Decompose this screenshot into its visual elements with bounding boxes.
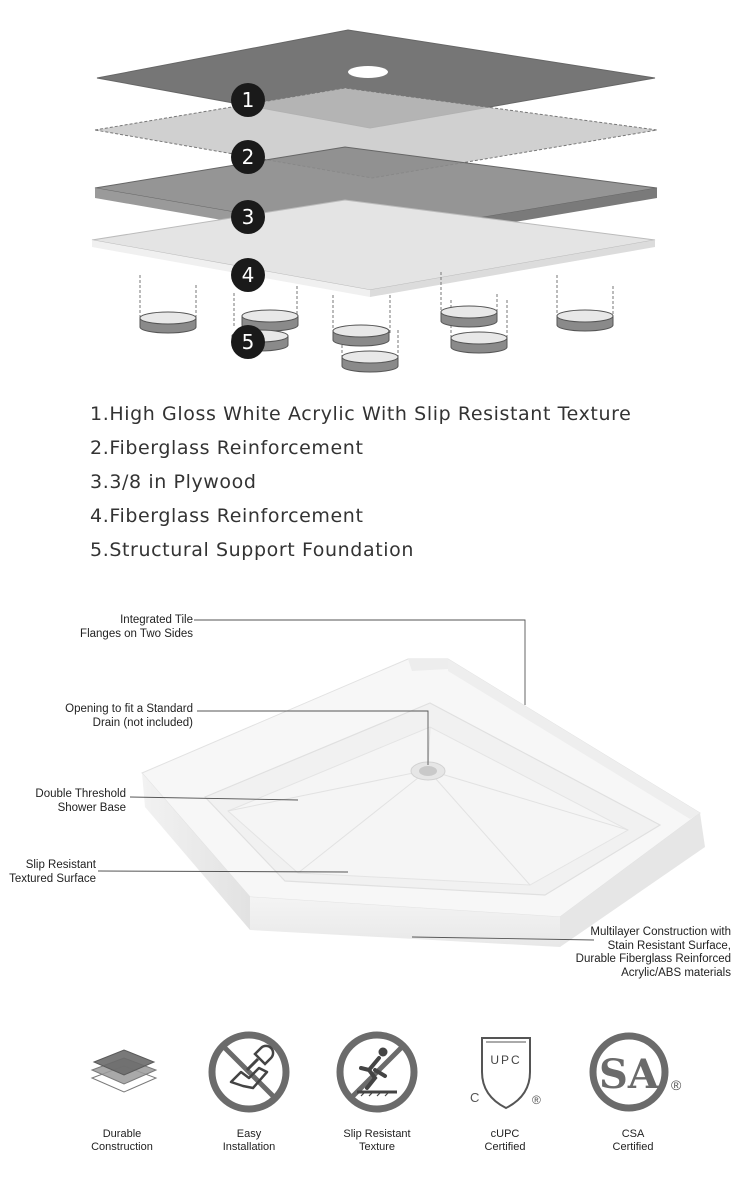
feature-durable xyxy=(57,1030,187,1153)
badge-3 xyxy=(231,200,265,234)
callout-slip-line1: Slip Resistant xyxy=(25,859,96,871)
handshake-wrench-icon xyxy=(207,1030,291,1114)
callout-threshold-line1: Double Threshold xyxy=(35,788,126,800)
legend-item-1: 1.High Gloss White Acrylic With Slip Resistant Texture xyxy=(90,403,632,425)
feature-slip-resistant-label: Slip Resistant Texture xyxy=(343,1128,411,1153)
callout-drain-line2: Drain (not included) xyxy=(92,716,193,729)
callout-double-threshold xyxy=(35,788,126,815)
svg-text:2: 2 xyxy=(241,145,255,169)
feature-csa-label: CSA Certified xyxy=(612,1128,654,1153)
svg-text:UPC: UPC xyxy=(490,1053,522,1067)
callout-tile-flanges-line2: Flanges on Two Sides xyxy=(80,627,193,640)
callout-multilayer-line2: Stain Resistant Surface, xyxy=(607,939,731,952)
layer-diagram xyxy=(0,0,750,385)
svg-text:3: 3 xyxy=(241,205,255,229)
drain-hole xyxy=(348,66,388,78)
callout-slip-line2: Textured Surface xyxy=(9,872,96,885)
feature-slip-resistant xyxy=(312,1030,442,1153)
badge-2 xyxy=(231,140,265,174)
feature-csa xyxy=(568,1030,698,1153)
layer-legend xyxy=(90,400,631,570)
svg-text:1: 1 xyxy=(241,88,255,112)
svg-text:5: 5 xyxy=(241,330,255,354)
callout-drain-line1: Opening to fit a Standard xyxy=(65,703,193,715)
legend-item-4: 4.Fiberglass Reinforcement xyxy=(90,505,364,527)
layers-icon xyxy=(72,1030,172,1110)
callout-slip-resistant xyxy=(9,859,96,886)
feature-durable-label: Durable Construction xyxy=(91,1128,153,1153)
badge-5 xyxy=(231,325,265,359)
svg-text:4: 4 xyxy=(241,263,255,287)
no-slip-icon xyxy=(335,1030,419,1114)
svg-text:®: ® xyxy=(671,1077,682,1093)
legend-item-3: 3.3/8 in Plywood xyxy=(90,471,257,493)
svg-text:®: ® xyxy=(532,1093,541,1107)
badge-4 xyxy=(231,258,265,292)
upc-shield-icon xyxy=(460,1030,550,1114)
callout-drain-opening xyxy=(65,703,193,730)
callout-multilayer-line3: Durable Fiberglass Reinforced xyxy=(575,953,731,965)
feature-cupc xyxy=(440,1030,570,1153)
feature-cupc-label: cUPC Certified xyxy=(484,1128,526,1153)
badge-1 xyxy=(231,83,265,117)
legend-item-2: 2.Fiberglass Reinforcement xyxy=(90,437,364,459)
callout-multilayer xyxy=(576,926,731,980)
callout-tile-flanges xyxy=(80,614,193,641)
svg-text:SA: SA xyxy=(599,1051,659,1098)
callout-tile-flanges-line1: Integrated Tile xyxy=(120,614,193,626)
csa-icon xyxy=(583,1030,683,1114)
feature-easy-install-label: Easy Installation xyxy=(222,1128,276,1153)
feature-easy-install xyxy=(184,1030,314,1153)
legend-item-5: 5.Structural Support Foundation xyxy=(90,539,415,561)
callout-multilayer-line1: Multilayer Construction with xyxy=(590,926,731,938)
layer-4-fiberglass xyxy=(92,200,655,297)
svg-text:C: C xyxy=(470,1090,480,1105)
feature-row xyxy=(0,1030,750,1180)
callout-threshold-line2: Shower Base xyxy=(57,801,126,814)
callout-multilayer-line4: Acrylic/ABS materials xyxy=(621,966,731,979)
